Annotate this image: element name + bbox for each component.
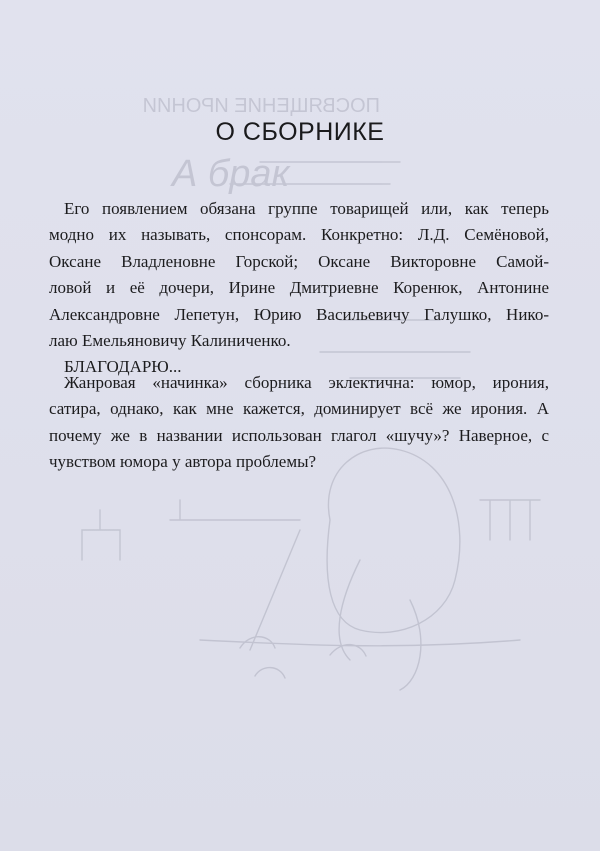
- text-line: ловой и её дочери, Ирине Дмитриевне Коренюк, Антонине: [49, 278, 549, 298]
- show-through-heading: ПОСВЯЩЕНИЕ ИРОНИИ: [142, 95, 380, 117]
- text-line: Жанровая «начинка» сборника эклектична: юмор, ирония,: [64, 373, 549, 392]
- text-line: Оксане Владленовне Горской; Оксане Викторовне Самой-: [49, 251, 549, 271]
- text-line: лаю Емельяновичу Калиниченко.: [49, 331, 291, 351]
- show-through-figure-detail: [250, 530, 421, 690]
- show-through-bush: [240, 637, 366, 678]
- show-through-big-text: А брак: [172, 153, 290, 195]
- page-title: О СБОРНИКЕ: [215, 118, 385, 146]
- text-line: сатира, однако, как мне кажется, доминирует всё же ирония. А: [49, 399, 549, 419]
- text-line: чувством юмора у автора проблемы?: [49, 452, 317, 472]
- thanks-line: БЛАГОДАРЮ...: [64, 357, 182, 377]
- text-line: почему же в названии использован глагол «шучу»? Наверное, с: [49, 425, 549, 445]
- acknowledgement-paragraph: [49, 196, 549, 381]
- show-through-figure: [327, 448, 460, 632]
- show-through-building: [82, 500, 300, 560]
- text-line: Его появлением обязана группе товарищей или, как теперь: [64, 199, 549, 218]
- text-line: Александровне Лепетун, Юрию Васильевичу Галушко, Нико-: [49, 304, 549, 324]
- genre-paragraph: [49, 370, 549, 476]
- text-line: модно их называть, спонсорам. Конкретно: Л.Д. Семёновой,: [49, 225, 549, 245]
- show-through-ground: [200, 640, 520, 646]
- show-through-fence: [480, 500, 540, 540]
